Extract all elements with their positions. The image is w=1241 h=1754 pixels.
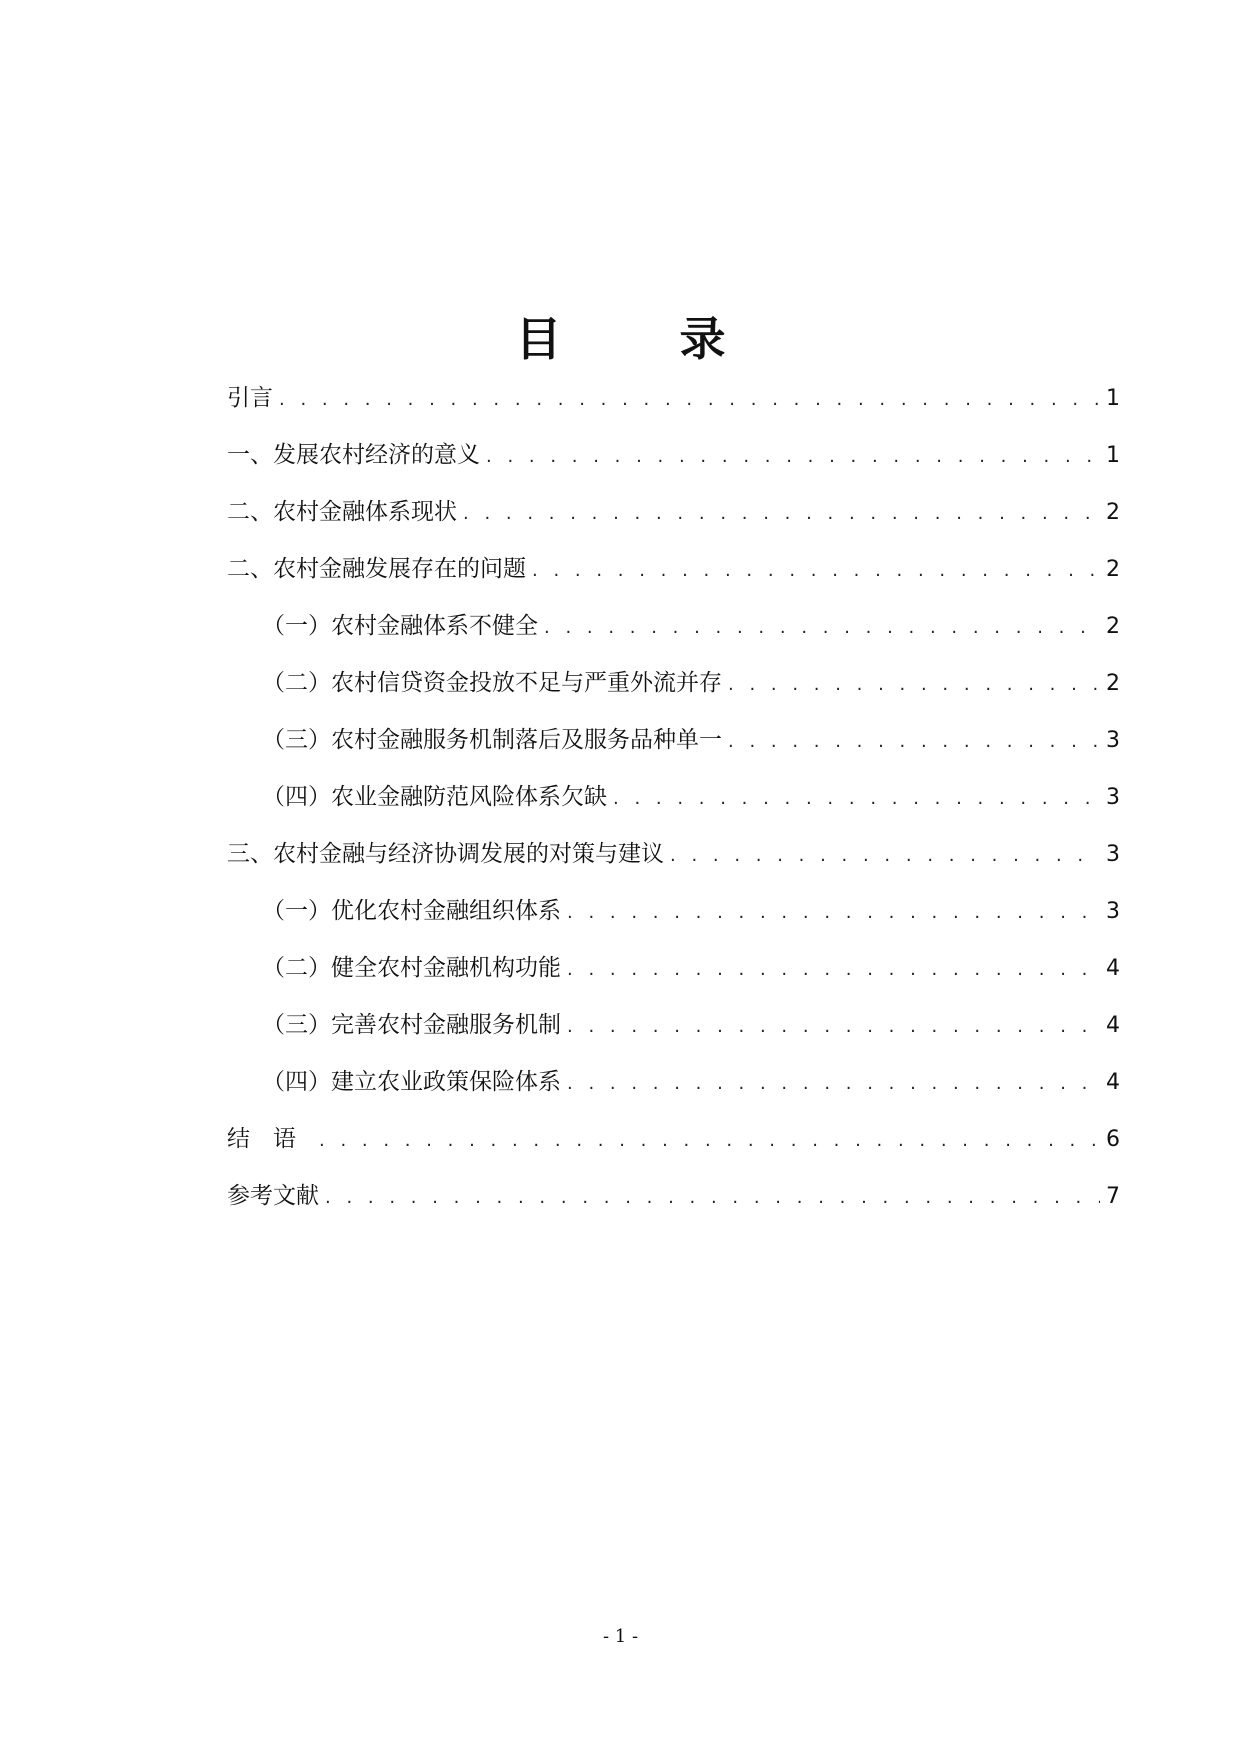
toc-entry-page: 3 — [1106, 842, 1120, 867]
toc-entry[interactable] — [227, 883, 1120, 940]
page-title-char-1: 目 — [515, 311, 562, 366]
toc-entry-label: 引言 — [227, 385, 273, 411]
toc-dot-leader — [567, 884, 1100, 941]
toc-entry-label: （三）完善农村金融服务机制 — [262, 1012, 561, 1038]
toc-dot-leader — [532, 542, 1100, 599]
toc-entry-page: 3 — [1106, 785, 1120, 810]
toc-entry-label: 参考文献 — [227, 1183, 319, 1209]
toc-entry-page: 6 — [1106, 1127, 1120, 1152]
toc-entry[interactable] — [227, 598, 1120, 655]
toc-entry-page: 4 — [1106, 1070, 1120, 1095]
toc-entry-page: 2 — [1106, 671, 1120, 696]
toc-entry-page: 3 — [1106, 899, 1120, 924]
toc-entry-page: 1 — [1106, 443, 1120, 468]
toc-dot-leader — [567, 1055, 1100, 1112]
toc-entry-label: 二、农村金融发展存在的问题 — [227, 556, 526, 582]
toc-entry[interactable] — [227, 541, 1120, 598]
toc-dot-leader — [463, 485, 1100, 542]
page-number: - 1 - — [602, 1626, 639, 1647]
toc-entry-page: 4 — [1106, 1013, 1120, 1038]
toc-dot-leader — [486, 428, 1100, 485]
toc-entry-page: 7 — [1106, 1184, 1120, 1209]
toc-entry-page: 2 — [1106, 500, 1120, 525]
toc-entry-page: 1 — [1106, 386, 1120, 411]
table-of-contents — [227, 370, 1120, 1225]
toc-entry-label: （一）农村金融体系不健全 — [262, 613, 538, 639]
page-title-char-2: 录 — [679, 311, 726, 366]
toc-dot-leader — [567, 998, 1100, 1055]
toc-entry-label: 二、农村金融体系现状 — [227, 499, 457, 525]
toc-dot-leader — [728, 713, 1100, 770]
toc-entry-label: （二）农村信贷资金投放不足与严重外流并存 — [262, 670, 722, 696]
toc-dot-leader — [544, 599, 1100, 656]
toc-entry[interactable] — [227, 769, 1120, 826]
toc-entry-page: 2 — [1106, 614, 1120, 639]
toc-dot-leader — [279, 371, 1100, 428]
toc-entry-label: （四）建立农业政策保险体系 — [262, 1069, 561, 1095]
toc-entry[interactable] — [227, 997, 1120, 1054]
toc-entry-label: （三）农村金融服务机制落后及服务品种单一 — [262, 727, 722, 753]
toc-entry-label: （一）优化农村金融组织体系 — [262, 898, 561, 924]
toc-dot-leader — [728, 656, 1100, 713]
toc-entry-page: 2 — [1106, 557, 1120, 582]
toc-entry[interactable] — [227, 712, 1120, 769]
toc-dot-leader — [319, 1112, 1100, 1169]
toc-dot-leader — [670, 827, 1100, 884]
toc-entry[interactable] — [227, 940, 1120, 997]
page-title — [0, 309, 1241, 369]
toc-entry[interactable] — [227, 826, 1120, 883]
toc-dot-leader — [325, 1169, 1100, 1226]
toc-dot-leader — [613, 770, 1100, 827]
toc-entry-label: 三、农村金融与经济协调发展的对策与建议 — [227, 841, 664, 867]
toc-entry-page: 4 — [1106, 956, 1120, 981]
toc-entry[interactable] — [227, 655, 1120, 712]
toc-entry-label: （四）农业金融防范风险体系欠缺 — [262, 784, 607, 810]
toc-entry-label: 结语 — [227, 1126, 319, 1152]
toc-entry-label: 一、发展农村经济的意义 — [227, 442, 480, 468]
toc-entry[interactable] — [227, 1054, 1120, 1111]
toc-entry[interactable] — [227, 370, 1120, 427]
toc-entry[interactable] — [227, 1111, 1120, 1168]
toc-entry-label: （二）健全农村金融机构功能 — [262, 955, 561, 981]
toc-entry-page: 3 — [1106, 728, 1120, 753]
toc-entry[interactable] — [227, 1168, 1120, 1225]
toc-dot-leader — [567, 941, 1100, 998]
toc-entry[interactable] — [227, 427, 1120, 484]
toc-entry[interactable] — [227, 484, 1120, 541]
